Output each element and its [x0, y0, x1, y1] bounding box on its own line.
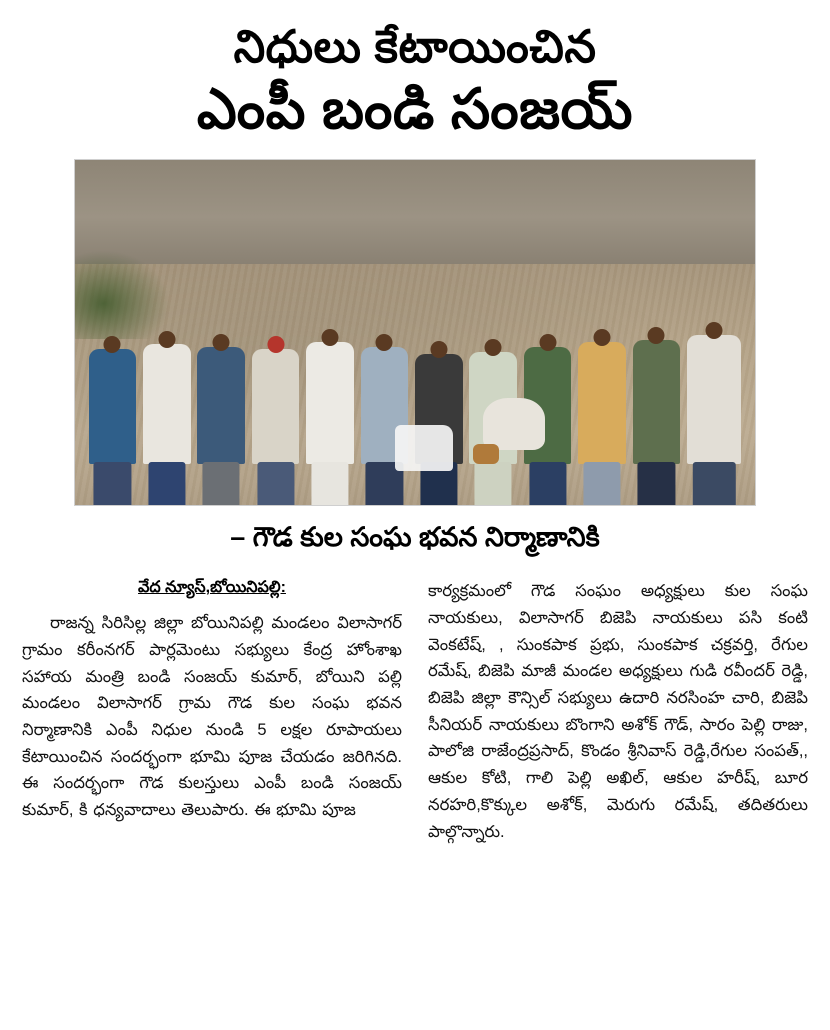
photo-person [687, 335, 741, 464]
article-column-left [22, 578, 402, 845]
photo-person-head [648, 327, 665, 344]
photo-kneeling-person [483, 398, 545, 450]
byline: వేద న్యూస్‌,బోయినిపల్లి: [138, 579, 286, 597]
photo-person-head [213, 334, 230, 351]
photo-person-legs [257, 462, 294, 506]
photo-canvas [75, 160, 755, 505]
photo-person-head [539, 334, 556, 351]
photo-person [306, 342, 354, 464]
photo-person [252, 349, 300, 463]
photo-person-legs [148, 462, 185, 506]
article-body-right: కార్యక్రమంలో గౌడ సంఘం అధ్యక్షులు కుల సంఘ నాయకులు, విలాసాగర్ బిజెపి నాయకులు పసి కంటి వెంకటేష్, , సుంకపాక ప్రభు, సుంకపాక చక్రవర్తి, రేగుల రమేష్, బిజెపి మాజీ మండల అధ్యక్షులు గుడి రవీందర్ రెడ్డి, బిజెపి జిల్లా కౌన్సిల్ సభ్యులు ఉదారి నరసింహ చారి, బిజెపి సీనియర్ నాయకులు బొంగాని అశోక్ గౌడ్, సారం పెల్లి రాజు, పాలోజి రాజేంద్రప్రసాద్, కొండం శ్రీనివాస్ రెడ్డి,రేగుల సంపత్,, ఆకుల కోటి, గాలి పెల్లి అఖిల్, ఆకుల హరీష్, బూర నరహరి,కొక్కుల అశోక్, మెరుగు రమేష్, తదితరులు పాల్గొన్నారు. [428, 582, 808, 841]
photo-person-legs [311, 462, 348, 506]
article-body-left: రాజన్న సిరిసిల్ల జిల్లా బోయినిపల్లి మండలం విలాసాగర్ గ్రామం కరీంనగర్ పార్లమెంటు సభ్యులు కేంద్ర హోంశాఖ సహాయ మంత్రి బండి సంజయ్ కుమార్, బోయిని పల్లి మండలం విలాసాగర్ గ్రామ గౌడ కుల సంఘ భవన నిర్మాణానికి ఎంపీ నిధుల నుండి 5 లక్షల రూపాయలు కేటాయించిన సందర్భంగా భూమి పూజ చేయడం జరిగినది. ఈ సందర్భంగా గౌడ కులస్తులు ఎంపీ బండి సంజయ్ కుమార్, కి ధన్యవాదాలు తెలుపారు. ఈ భూమి పూజ [22, 614, 402, 820]
photo-puja-offering [473, 444, 499, 464]
photo-person-legs [638, 462, 675, 506]
photo-person-head [376, 334, 393, 351]
photo-person-head [706, 322, 723, 339]
photo-person-head [158, 331, 175, 348]
news-photo [74, 159, 756, 506]
headline-line-1: నిధులు కేటాయించిన [233, 21, 597, 72]
photo-person-head [104, 336, 121, 353]
photo-person-legs [693, 462, 735, 506]
headline-line-2: ఎంపీ బండి సంజయ్ [196, 77, 634, 141]
photo-person-legs [203, 462, 240, 506]
photo-person [89, 349, 137, 463]
photo-person [633, 340, 681, 464]
photo-person-legs [583, 462, 620, 506]
photo-person-head [430, 341, 447, 358]
photo-person-head [593, 329, 610, 346]
photo-person-legs [475, 462, 512, 506]
photo-person [143, 344, 191, 463]
photo-person [578, 342, 626, 464]
photo-person-legs [94, 462, 131, 506]
photo-person-head [267, 336, 284, 353]
photo-person-head [485, 339, 502, 356]
article-column-right [428, 578, 808, 845]
photo-person-legs [529, 462, 566, 506]
photo-person [197, 347, 245, 464]
article-columns [0, 560, 830, 845]
photo-caption: – గౌడ కుల సంఘ భవన నిర్మాణానికి [230, 522, 600, 553]
headline [0, 0, 830, 145]
photo-plastic-bag [395, 425, 453, 471]
photo-person-head [321, 329, 338, 346]
